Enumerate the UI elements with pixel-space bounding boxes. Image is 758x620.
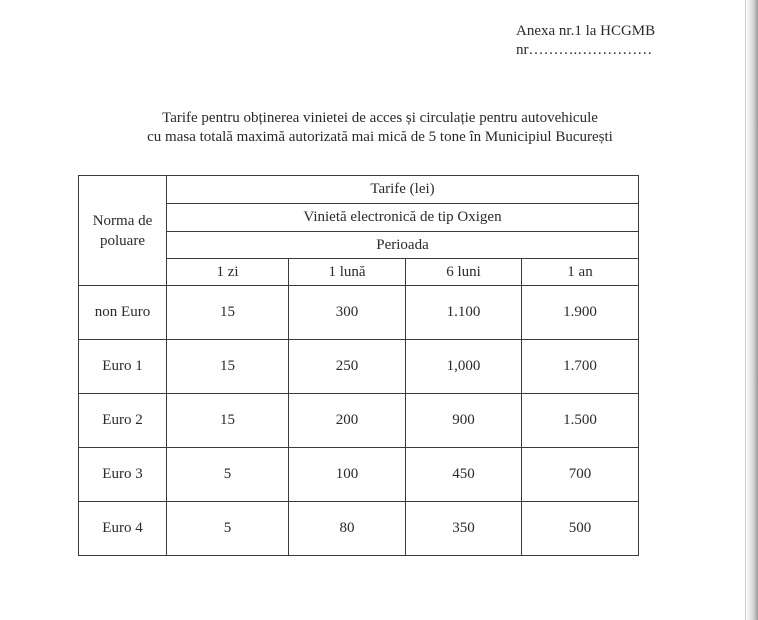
table-row [79, 394, 639, 448]
value-cell: 1.500 [522, 394, 639, 448]
norm-cell: Euro 1 [79, 340, 167, 394]
table-row [79, 286, 639, 340]
norm-cell: Euro 2 [79, 394, 167, 448]
period-header: Perioada [167, 232, 639, 259]
annex-reference [516, 22, 655, 60]
value-cell: 1.900 [522, 286, 639, 340]
value-cell: 1,000 [406, 340, 522, 394]
page-shadow [746, 0, 758, 620]
norm-cell: Euro 3 [79, 448, 167, 502]
value-cell: 15 [167, 394, 289, 448]
norm-cell: non Euro [79, 286, 167, 340]
table-row [79, 340, 639, 394]
vignette-header: Vinietă electronică de tip Oxigen [167, 204, 639, 232]
value-cell: 350 [406, 502, 522, 556]
table-row [79, 448, 639, 502]
value-cell: 300 [289, 286, 406, 340]
annex-number: nr……….…………… [516, 42, 653, 58]
value-cell: 250 [289, 340, 406, 394]
value-cell: 5 [167, 502, 289, 556]
value-cell: 5 [167, 448, 289, 502]
value-cell: 700 [522, 448, 639, 502]
annex-title: Anexa nr.1 la HCGMB [516, 23, 656, 39]
document-title [60, 109, 700, 147]
value-cell: 500 [522, 502, 639, 556]
value-cell: 1.700 [522, 340, 639, 394]
value-cell: 450 [406, 448, 522, 502]
period-1-zi: 1 zi [167, 259, 289, 286]
value-cell: 15 [167, 340, 289, 394]
tariffs-header: Tarife (lei) [167, 176, 639, 204]
table-row [79, 502, 639, 556]
norm-header: Norma de poluare [79, 176, 167, 286]
value-cell: 80 [289, 502, 406, 556]
value-cell: 1.100 [406, 286, 522, 340]
document-title-line-2: cu masa totală maximă autorizată mai mică de 5 tone în Municipiul București [147, 129, 613, 145]
period-1-luna: 1 lună [289, 259, 406, 286]
value-cell: 900 [406, 394, 522, 448]
value-cell: 100 [289, 448, 406, 502]
tariffs-table [78, 175, 639, 556]
norm-cell: Euro 4 [79, 502, 167, 556]
document-title-line-1: Tarife pentru obținerea vinietei de acces și circulație pentru autovehicule [162, 110, 598, 126]
header-row-tariffs [79, 176, 639, 204]
value-cell: 15 [167, 286, 289, 340]
value-cell: 200 [289, 394, 406, 448]
period-1-an: 1 an [522, 259, 639, 286]
period-6-luni: 6 luni [406, 259, 522, 286]
